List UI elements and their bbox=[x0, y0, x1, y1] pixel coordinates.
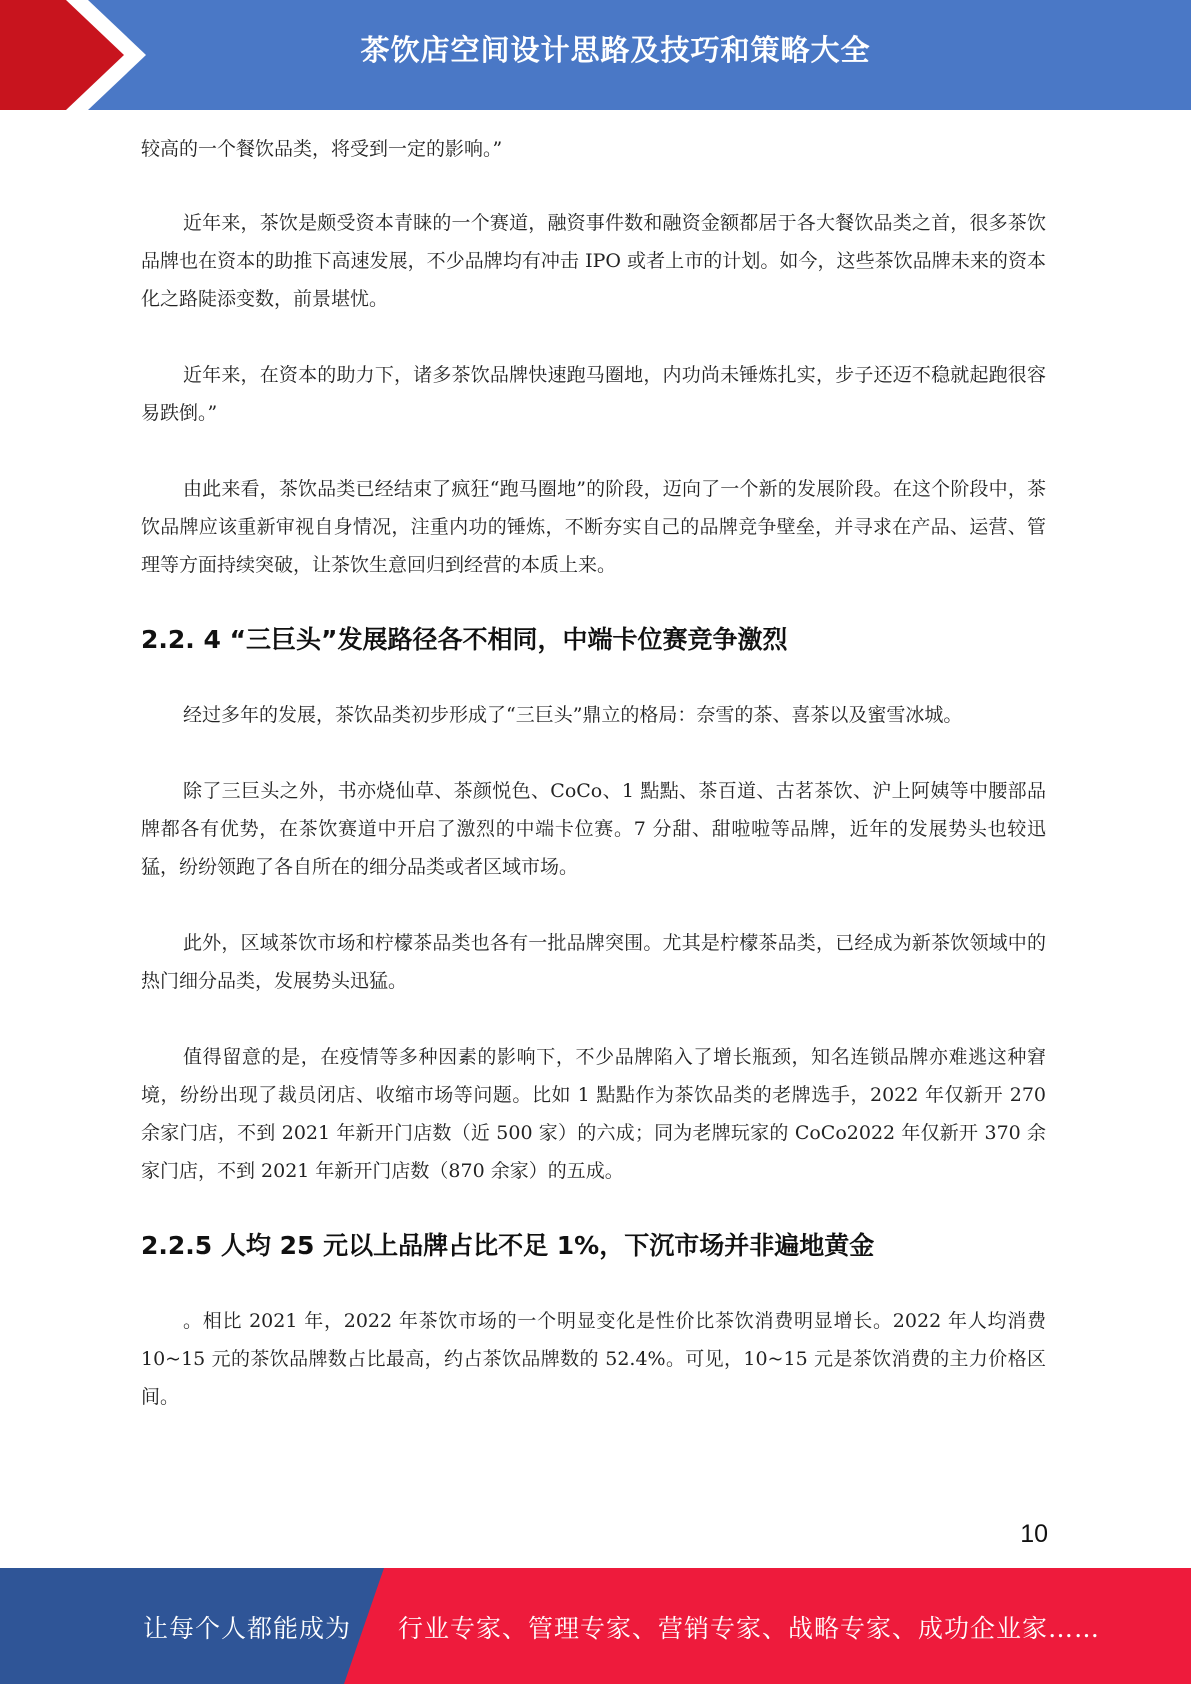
paragraph: 近年来，茶饮是颇受资本青睐的一个赛道，融资事件数和融资金额都居于各大餐饮品类之首，很多茶饮品牌也在资本的助推下高速发展，不少品牌均有冲击 IPO 或者上市的计划。如今，这些茶饮品牌未来的资本化之路陡添变数，前景堪忧。 bbox=[141, 212, 1046, 310]
document-title: 茶饮店空间设计思路及技巧和策略大全 bbox=[360, 33, 871, 67]
paragraph: 。相比 2021 年，2022 年茶饮市场的一个明显变化是性价比茶饮消费明显增长。2022 年人均消费 10~15 元的茶饮品牌数占比最高，约占茶饮品牌数的 52.4%。可见，10~15 元是茶饮消费的主力价格区间。 bbox=[141, 1310, 1046, 1408]
paragraph: 此外，区域茶饮市场和柠檬茶品类也各有一批品牌突围。尤其是柠檬茶品类，已经成为新茶饮领域中的热门细分品类，发展势头迅猛。 bbox=[141, 932, 1046, 992]
paragraph: 除了三巨头之外，书亦烧仙草、茶颜悦色、CoCo、1 點點、茶百道、古茗茶饮、沪上阿姨等中腰部品牌都各有优势，在茶饮赛道中开启了激烈的中端卡位赛。7 分甜、甜啦啦等品牌，近年的发展势头也较迅猛，纷纷领跑了各自所在的细分品类或者区域市场。 bbox=[141, 780, 1046, 878]
footer-slogan-right: 行业专家、管理专家、营销专家、战略专家、成功企业家…… bbox=[398, 1614, 1101, 1643]
section-heading-2-2-4: 2.2. 4 “三巨头”发展路径各不相同，中端卡位赛竞争激烈 bbox=[141, 625, 788, 654]
paragraph: 近年来，在资本的助力下，诸多茶饮品牌快速跑马圈地，内功尚未锤炼扎实，步子还迈不稳就起跑很容易跌倒。” bbox=[141, 364, 1046, 424]
footer-slogan-left: 让每个人都能成为 bbox=[143, 1614, 352, 1643]
paragraph: 经过多年的发展，茶饮品类初步形成了“三巨头”鼎立的格局：奈雪的茶、喜茶以及蜜雪冰城。 bbox=[183, 704, 963, 726]
page-footer bbox=[0, 1568, 1191, 1684]
page-number: 10 bbox=[1020, 1520, 1048, 1548]
page-header bbox=[0, 0, 1191, 110]
header-chevron-decoration bbox=[0, 0, 160, 110]
paragraph: 值得留意的是，在疫情等多种因素的影响下，不少品牌陷入了增长瓶颈，知名连锁品牌亦难逃这种窘境，纷纷出现了裁员闭店、收缩市场等问题。比如 1 點點作为茶饮品类的老牌选手，2022 年仅新开 270 余家门店，不到 2021 年新开门店数（近 500 家）的六成；同为老牌玩家的 CoCo2022 年仅新开 370 余家门店，不到 2021 年新开门店数（870 余家）的五成。 bbox=[141, 1046, 1046, 1182]
paragraph: 由此来看，茶饮品类已经结束了疯狂“跑马圈地”的阶段，迈向了一个新的发展阶段。在这个阶段中，茶饮品牌应该重新审视自身情况，注重内功的锤炼，不断夯实自己的品牌竞争壁垒，并寻求在产品、运营、管理等方面持续突破，让茶饮生意回归到经营的本质上来。 bbox=[141, 478, 1046, 576]
page-body bbox=[141, 130, 1046, 1454]
paragraph: 较高的一个餐饮品类，将受到一定的影响。” bbox=[141, 138, 503, 160]
section-heading-2-2-5: 2.2.5 人均 25 元以上品牌占比不足 1%，下沉市场并非遍地黄金 bbox=[141, 1231, 875, 1260]
